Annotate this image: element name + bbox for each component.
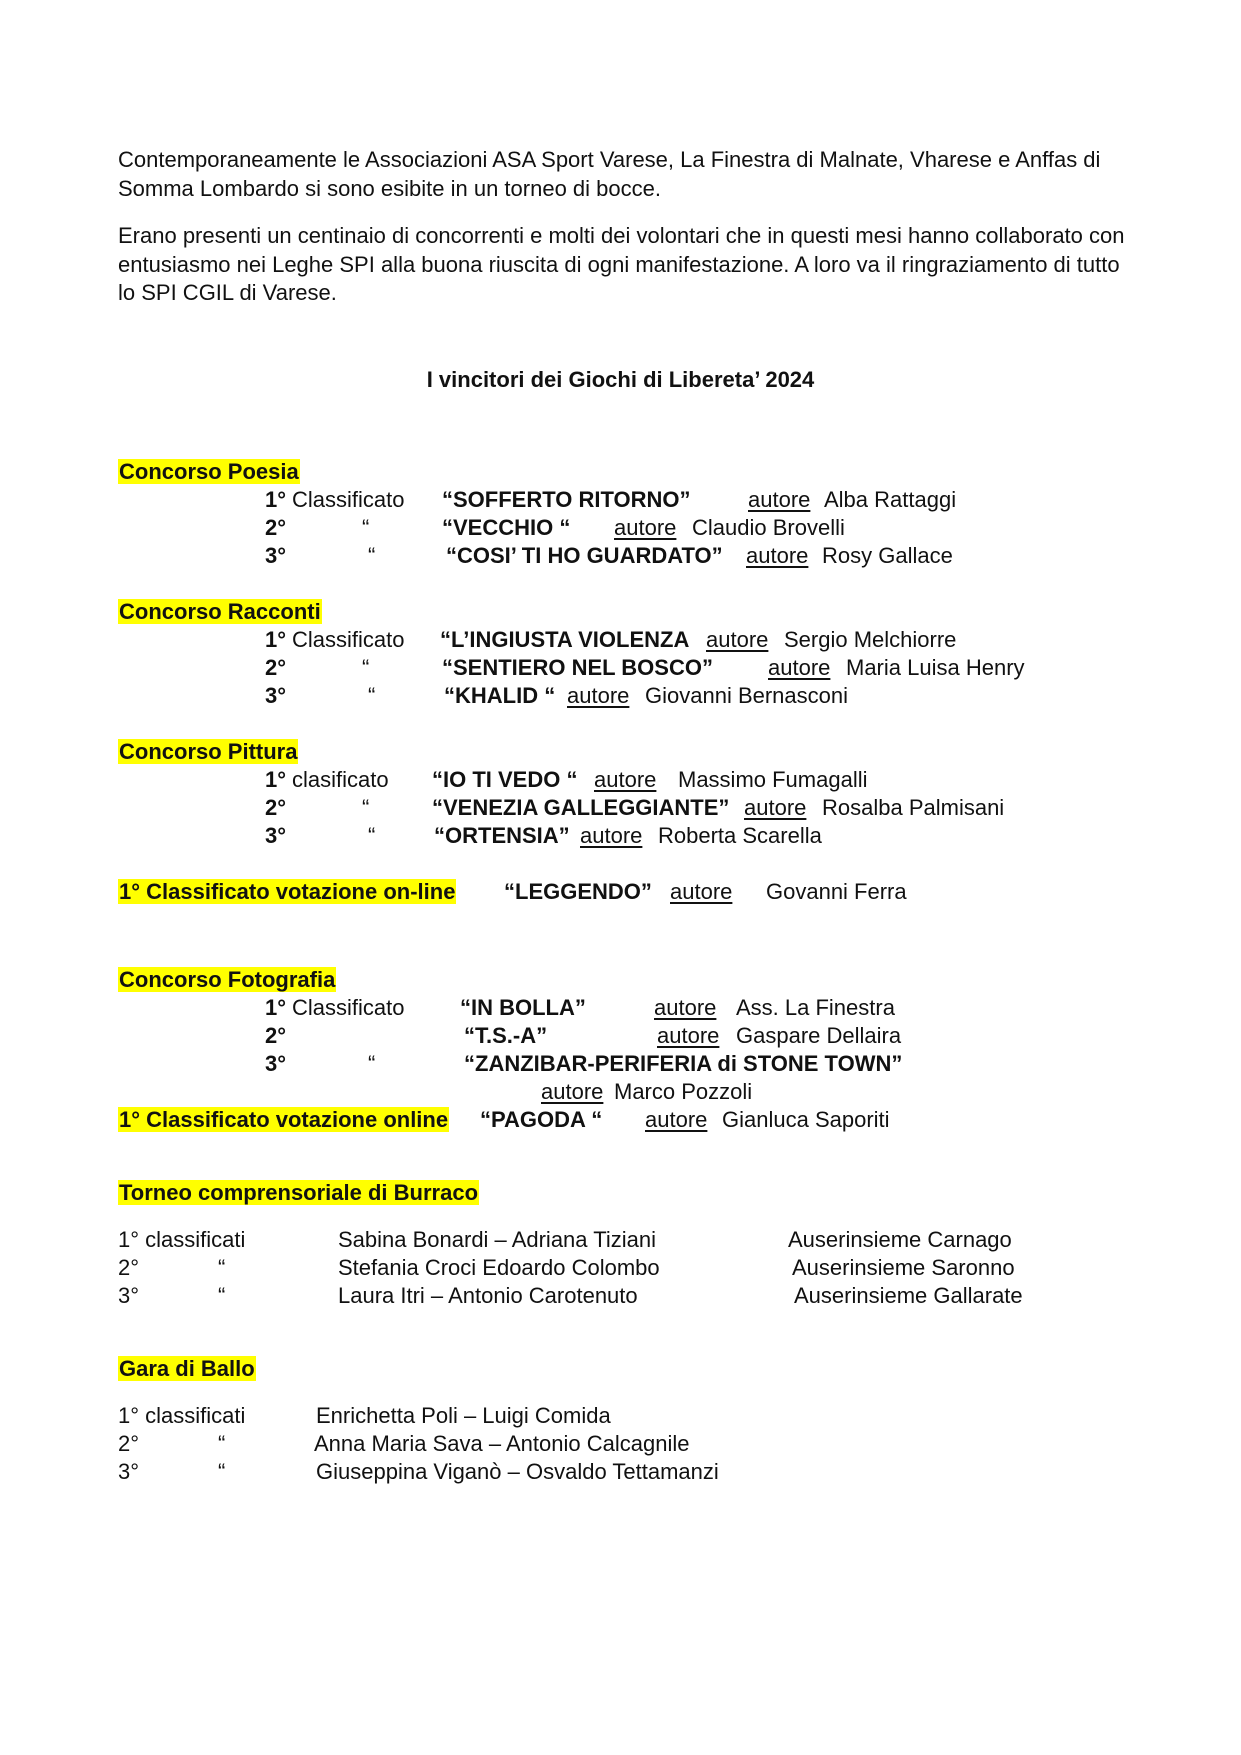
author-label: autore bbox=[706, 627, 769, 652]
ditto-mark: “ bbox=[218, 1431, 226, 1456]
rank-label: “ bbox=[368, 683, 376, 708]
page-title: I vincitori dei Giochi di Libereta’ 2024 bbox=[426, 367, 815, 392]
rank-label: “ bbox=[362, 655, 370, 680]
intro-paragraph-1: Contemporaneamente le Associazioni ASA Sport Varese, La Finestra di Malnate, Vharese e Anffas di Somma Lombardo si sono esibite in un torneo di bocce. bbox=[118, 147, 1101, 201]
ditto-mark: “ bbox=[218, 1283, 226, 1308]
author-name: Massimo Fumagalli bbox=[678, 767, 868, 792]
work-title: “L’INGIUSTA VIOLENZA bbox=[440, 627, 690, 652]
rank-label: “ bbox=[368, 543, 376, 568]
rank: 3° bbox=[265, 683, 287, 708]
author-label: autore bbox=[594, 767, 657, 792]
club-name: Auserinsieme Gallarate bbox=[794, 1283, 1023, 1308]
club-name: Auserinsieme Saronno bbox=[792, 1255, 1015, 1280]
author-label: autore bbox=[645, 1107, 708, 1132]
rank: 1° classificati bbox=[118, 1403, 246, 1428]
author-label: autore bbox=[541, 1079, 604, 1104]
author-name: Rosalba Palmisani bbox=[822, 795, 1005, 820]
author-name: Alba Rattaggi bbox=[824, 487, 957, 512]
rank: 2° bbox=[118, 1431, 140, 1456]
author-name: Roberta Scarella bbox=[658, 823, 822, 848]
ditto-mark: “ bbox=[218, 1255, 226, 1280]
author-name: Sergio Melchiorre bbox=[784, 627, 957, 652]
section-heading-ballo: Gara di Ballo bbox=[119, 1356, 255, 1381]
rank-label: Classificato bbox=[292, 995, 405, 1020]
work-title: “IO TI VEDO “ bbox=[432, 767, 578, 792]
work-title: “VENEZIA GALLEGGIANTE” bbox=[432, 795, 730, 820]
rank-label: Classificato bbox=[292, 487, 405, 512]
rank: 2° bbox=[265, 795, 287, 820]
online-vote-label: 1° Classificato votazione online bbox=[119, 1107, 449, 1132]
rank: 1° classificati bbox=[118, 1227, 246, 1252]
rank: 2° bbox=[265, 515, 287, 540]
rank: 3° bbox=[265, 1051, 287, 1076]
author-name: Rosy Gallace bbox=[822, 543, 953, 568]
rank-label: “ bbox=[362, 515, 370, 540]
author-label: autore bbox=[614, 515, 677, 540]
section-heading-fotografia: Concorso Fotografia bbox=[119, 967, 336, 992]
dancer-names: Anna Maria Sava – Antonio Calcagnile bbox=[314, 1431, 690, 1456]
rank: 3° bbox=[118, 1459, 140, 1484]
work-title: “IN BOLLA” bbox=[460, 995, 586, 1020]
work-title: “KHALID “ bbox=[444, 683, 556, 708]
rank: 3° bbox=[265, 543, 287, 568]
work-title: “PAGODA “ bbox=[480, 1107, 603, 1132]
player-names: Sabina Bonardi – Adriana Tiziani bbox=[338, 1227, 656, 1252]
author-label: autore bbox=[744, 795, 807, 820]
rank-label: Classificato bbox=[292, 627, 405, 652]
author-label: autore bbox=[567, 683, 630, 708]
author-name: Maria Luisa Henry bbox=[846, 655, 1025, 680]
club-name: Auserinsieme Carnago bbox=[788, 1227, 1012, 1252]
rank: 1° bbox=[265, 487, 287, 512]
rank: 2° bbox=[118, 1255, 140, 1280]
rank-label: “ bbox=[368, 1051, 376, 1076]
work-title: “VECCHIO “ bbox=[442, 515, 571, 540]
author-name: Marco Pozzoli bbox=[614, 1079, 753, 1104]
rank: 2° bbox=[265, 1023, 287, 1048]
rank: 2° bbox=[265, 655, 287, 680]
section-heading-racconti: Concorso Racconti bbox=[119, 599, 321, 624]
dancer-names: Giuseppina Viganò – Osvaldo Tettamanzi bbox=[316, 1459, 719, 1484]
rank: 1° bbox=[265, 767, 287, 792]
rank-label: “ bbox=[362, 795, 370, 820]
section-heading-poesia: Concorso Poesia bbox=[119, 459, 299, 484]
work-title: “SOFFERTO RITORNO” bbox=[442, 487, 691, 512]
section-heading-pittura: Concorso Pittura bbox=[119, 739, 298, 764]
work-title: “T.S.-A” bbox=[464, 1023, 548, 1048]
player-names: Stefania Croci Edoardo Colombo bbox=[338, 1255, 660, 1280]
author-name: Govanni Ferra bbox=[766, 879, 907, 904]
author-name: Gianluca Saporiti bbox=[722, 1107, 890, 1132]
author-label: autore bbox=[670, 879, 733, 904]
player-names: Laura Itri – Antonio Carotenuto bbox=[338, 1283, 638, 1308]
rank: 1° bbox=[265, 995, 287, 1020]
rank: 3° bbox=[118, 1283, 140, 1308]
author-label: autore bbox=[746, 543, 809, 568]
dancer-names: Enrichetta Poli – Luigi Comida bbox=[316, 1403, 611, 1428]
rank: 1° bbox=[265, 627, 287, 652]
section-heading-burraco: Torneo comprensoriale di Burraco bbox=[119, 1180, 479, 1205]
author-name: Gaspare Dellaira bbox=[736, 1023, 902, 1048]
author-label: autore bbox=[657, 1023, 720, 1048]
work-title: “ZANZIBAR-PERIFERIA di STONE TOWN” bbox=[464, 1051, 903, 1076]
work-title: “SENTIERO NEL BOSCO” bbox=[442, 655, 713, 680]
author-label: autore bbox=[748, 487, 811, 512]
ditto-mark: “ bbox=[218, 1459, 226, 1484]
rank-label: clasificato bbox=[292, 767, 389, 792]
work-title: “ORTENSIA” bbox=[434, 823, 570, 848]
work-title: “LEGGENDO” bbox=[504, 879, 652, 904]
author-label: autore bbox=[580, 823, 643, 848]
author-label: autore bbox=[654, 995, 717, 1020]
rank: 3° bbox=[265, 823, 287, 848]
intro-paragraph-2: Erano presenti un centinaio di concorrenti e molti dei volontari che in questi mesi hanno collaborato con entusiasmo nei Leghe SPI alla buona riuscita di ogni manifestazione. A loro va il ringraziamento di tutto lo SPI CGIL di Varese. bbox=[118, 223, 1125, 305]
rank-label: “ bbox=[368, 823, 376, 848]
online-vote-label: 1° Classificato votazione on-line bbox=[119, 879, 456, 904]
work-title: “COSI’ TI HO GUARDATO” bbox=[446, 543, 723, 568]
author-name: Giovanni Bernasconi bbox=[645, 683, 849, 708]
author-label: autore bbox=[768, 655, 831, 680]
author-name: Claudio Brovelli bbox=[692, 515, 845, 540]
author-name: Ass. La Finestra bbox=[736, 995, 895, 1020]
